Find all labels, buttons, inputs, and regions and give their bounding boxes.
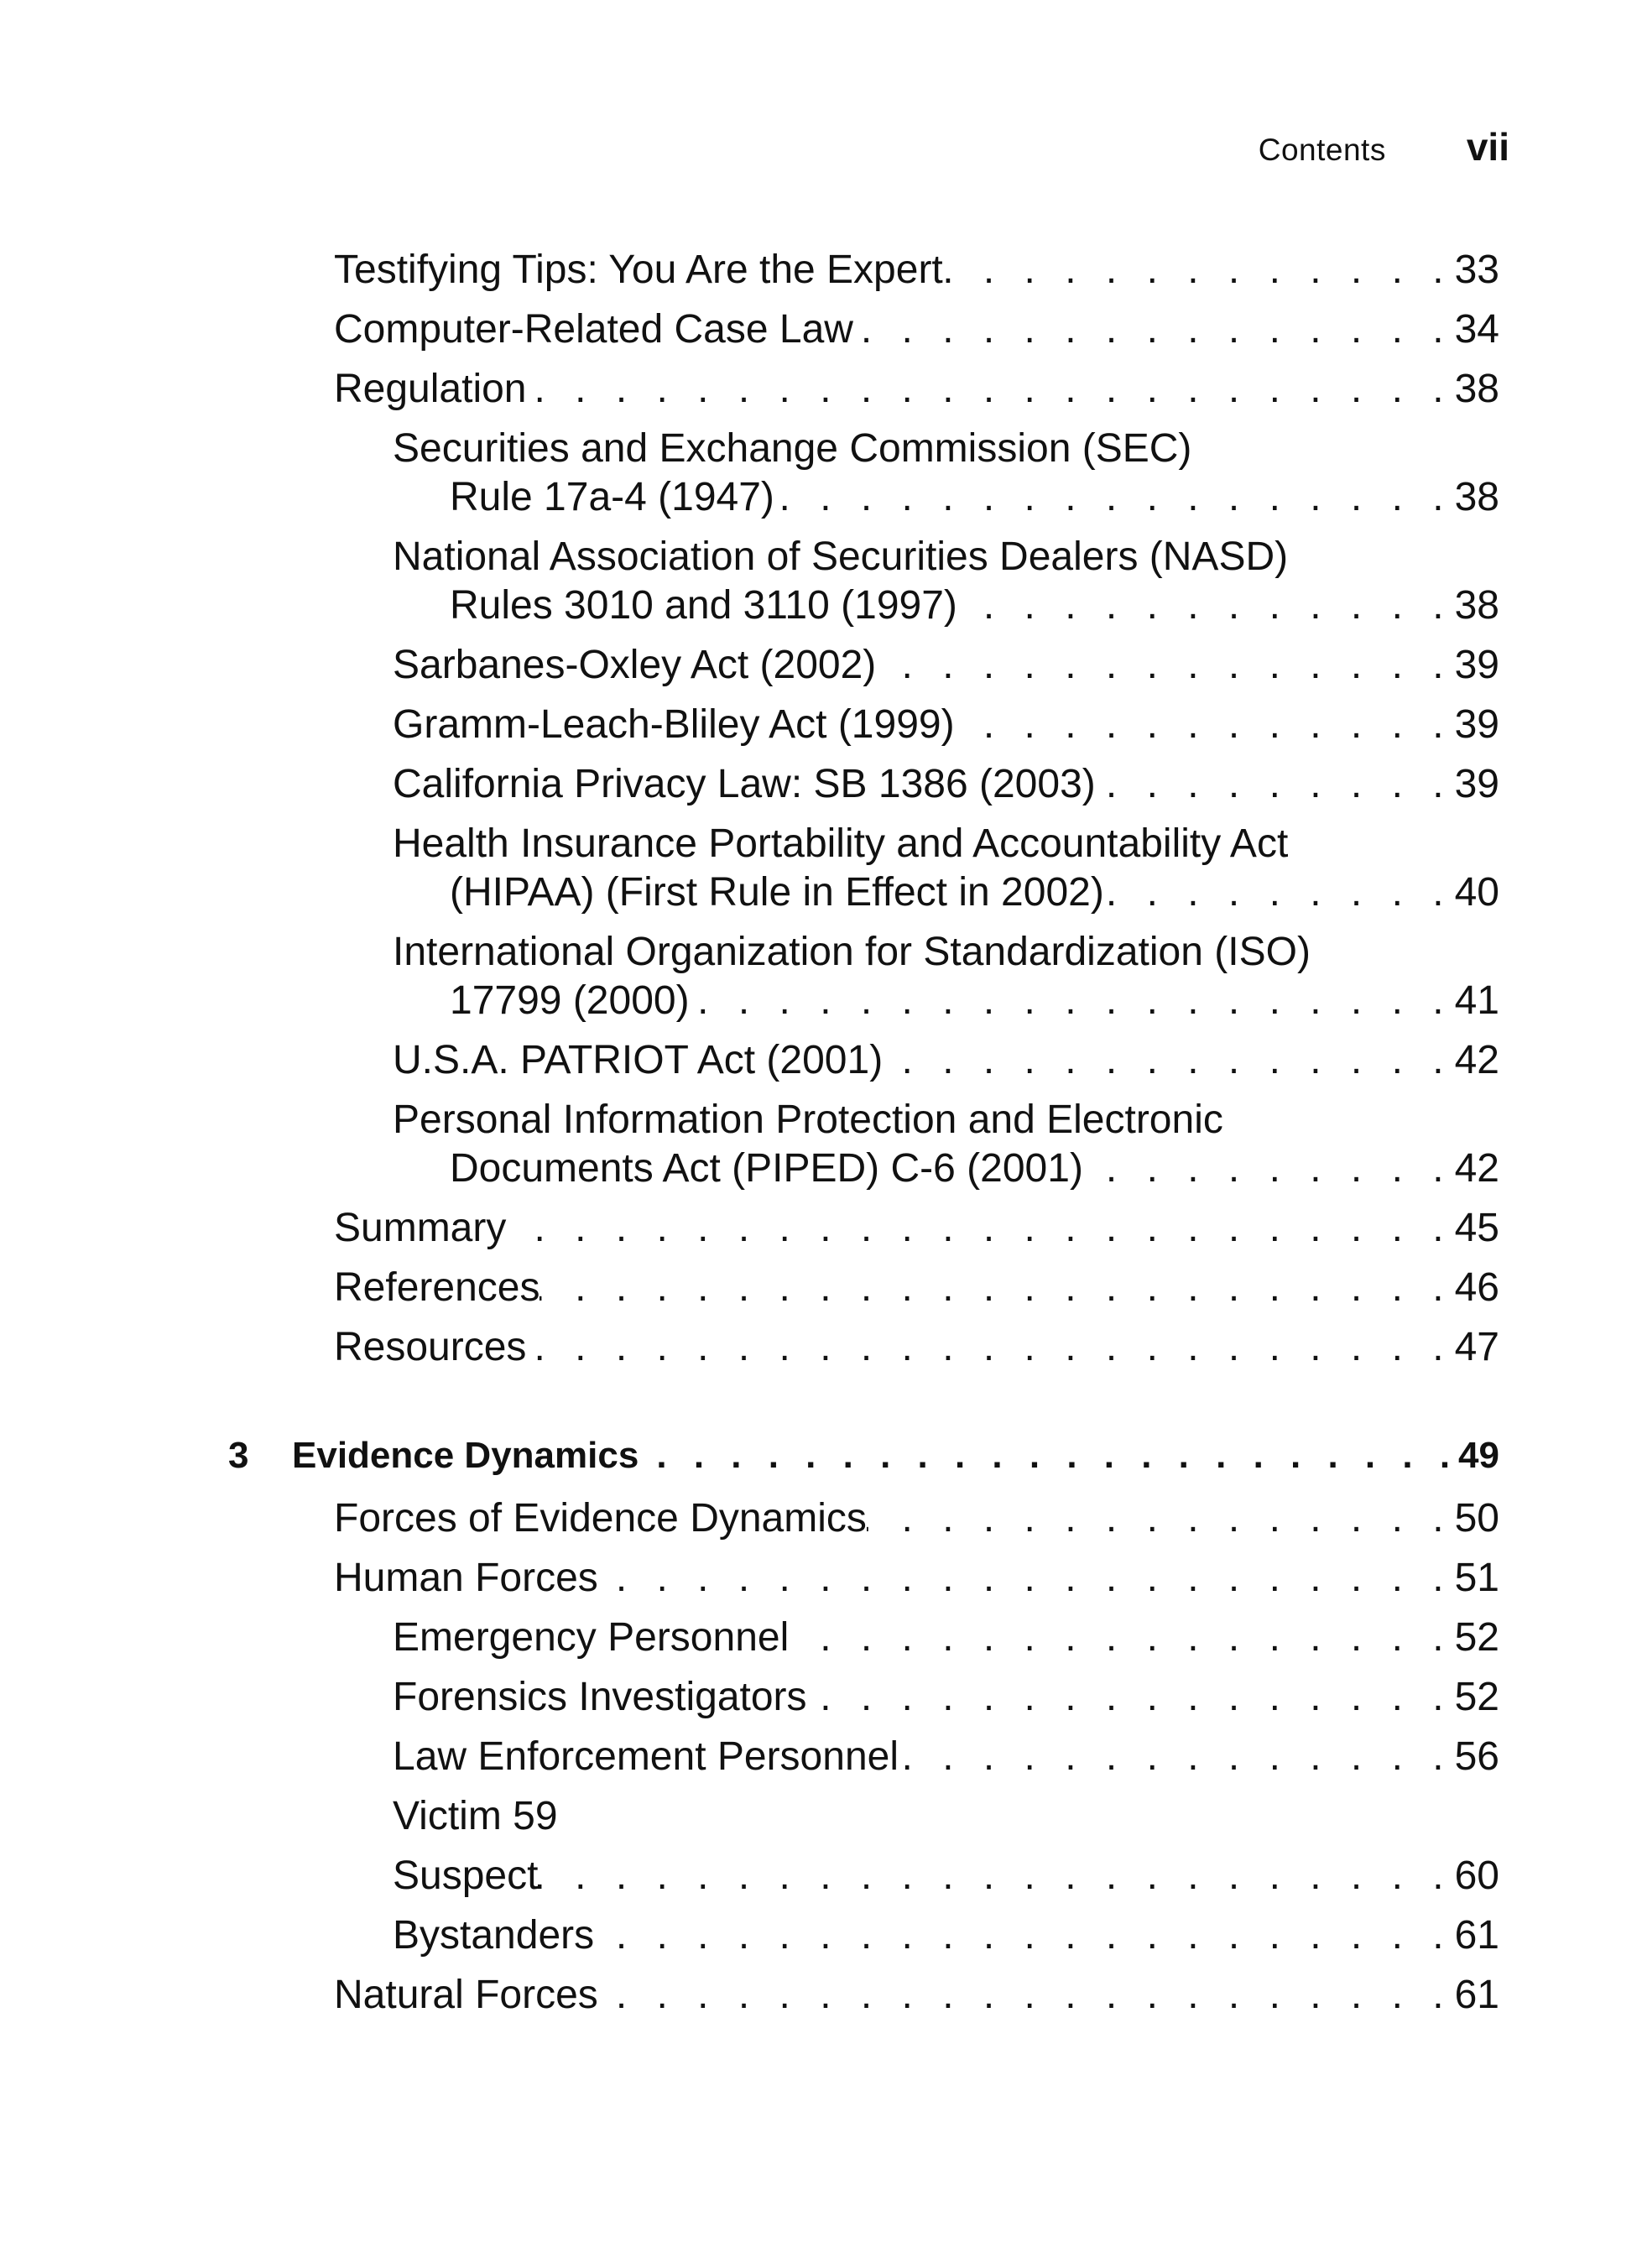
dot-leader [853,306,1453,353]
dot-leader [867,1495,1453,1542]
toc-entry-page: 46 [1454,1265,1499,1310]
toc-entry-title-line2: Documents Act (PIPED) C-6 (2001) [450,1146,1083,1191]
toc-entry[interactable] [450,582,1499,629]
toc-entry-title: Gramm-Leach-Bliley Act (1999) [393,702,955,747]
toc-entry-page: 60 [1454,1854,1499,1898]
dot-leader [506,1205,1452,1252]
toc-entry[interactable] [334,1264,1499,1311]
toc-entry-title: Forces of Evidence Dynamics [334,1496,867,1541]
toc-entry-title-line2: (HIPAA) (First Rule in Effect in 2002) [450,870,1104,915]
toc-entry-title-line1: International Organization for Standardization (ISO) [393,930,1311,974]
toc-entry[interactable] [450,1145,1499,1192]
toc-entry-page: 61 [1454,1973,1499,2017]
toc-entry-page: 39 [1454,643,1499,687]
toc-entry-title: Testifying Tips: You Are the Expert [334,248,943,292]
dot-leader [540,1264,1452,1311]
toc-entry[interactable] [450,869,1499,916]
toc-entry-page: 51 [1454,1556,1499,1600]
running-head-page-number: vii [1466,125,1509,169]
dot-leader [883,1037,1452,1084]
toc-entry-title: Emergency Personnel [393,1615,790,1660]
toc-entry-page: 61 [1454,1913,1499,1958]
chapter-title: Evidence Dynamics [292,1435,639,1476]
toc-entry-title: Resources [334,1325,527,1369]
toc-entry-title-line2: 17799 (2000) [450,978,690,1023]
toc-entry-title: Sarbanes-Oxley Act (2002) [393,643,877,687]
dot-leader [1096,761,1453,808]
toc-entry[interactable] [334,247,1499,294]
dot-leader [789,1614,1452,1661]
toc-entry-page: 41 [1454,978,1499,1023]
toc-entry-page: 56 [1454,1734,1499,1779]
toc-entry-page: 47 [1454,1325,1499,1369]
toc-entry[interactable] [393,1614,1499,1661]
toc-entry[interactable] [450,978,1499,1025]
toc-entry[interactable] [450,474,1499,521]
toc-entry-page: 38 [1454,583,1499,628]
toc-entry-page: 38 [1454,367,1499,411]
dot-leader [538,1853,1452,1900]
dot-leader [1104,869,1453,916]
toc-entry-title-line2: Rules 3010 and 3110 (1997) [450,583,957,628]
toc-entry-title-line1: Personal Information Protection and Electronic [393,1098,1223,1142]
dot-leader [598,1972,1453,2019]
toc-chapter-entry[interactable] [228,1432,1499,1479]
toc-entry[interactable] [393,1793,558,1840]
toc-entry-title: Summary [334,1206,507,1250]
chapter-number: 3 [228,1435,249,1476]
toc-entry[interactable] [393,1037,1499,1084]
toc-entry-title-line1: National Association of Securities Dealers (NASD) [393,534,1289,579]
running-head-section-label: Contents [1258,133,1386,167]
toc-entry[interactable] [334,1555,1499,1602]
toc-entry[interactable] [393,1674,1499,1721]
dot-leader [1083,1145,1453,1192]
dot-leader [598,1555,1453,1602]
chapter-page: 49 [1458,1435,1499,1476]
toc-entry-title: Computer-Related Case Law [334,307,853,352]
toc-entry-title: Suspect [393,1854,539,1898]
toc-entry[interactable] [393,1853,1499,1900]
toc-entry-page: 45 [1454,1206,1499,1250]
toc-entry[interactable] [393,1912,1499,1959]
toc-entry-title: California Privacy Law: SB 1386 (2003) [393,762,1096,806]
dot-leader [955,701,1453,748]
toc-entry-title: Law Enforcement Personnel [393,1734,899,1779]
toc-entry-page: 42 [1454,1146,1499,1191]
toc-entry-title-line1: Securities and Exchange Commission (SEC) [393,426,1192,471]
toc-entry-title: Bystanders [393,1913,595,1958]
toc-entry[interactable] [334,306,1499,353]
toc-entry-page: 52 [1454,1615,1499,1660]
toc-entry-title: Human Forces [334,1556,598,1600]
toc-entry-title: References [334,1265,540,1310]
toc-entry-title: Regulation [334,367,527,411]
dot-leader [774,474,1453,521]
dot-leader [899,1734,1453,1781]
toc-entry-page: 42 [1454,1038,1499,1082]
toc-entry-page: 52 [1454,1675,1499,1719]
toc-entry-title: U.S.A. PATRIOT Act (2001) [393,1038,884,1082]
toc-entry[interactable] [393,701,1499,748]
dot-leader [807,1674,1453,1721]
toc-entry[interactable] [334,1324,1499,1371]
toc-entry-title-line2: Rule 17a-4 (1947) [450,475,774,519]
dot-leader [690,978,1453,1025]
toc-entry[interactable] [393,642,1499,689]
toc-entry-page: 39 [1454,762,1499,806]
dot-leader [594,1912,1452,1959]
toc-entry-page: 40 [1454,870,1499,915]
toc-entry[interactable] [334,1972,1499,2019]
toc-entry-page: 38 [1454,475,1499,519]
toc-entry-page: 39 [1454,702,1499,747]
dot-leader [526,1324,1452,1371]
toc-entry-title: Victim 59 [393,1794,558,1838]
toc-entry[interactable] [393,1734,1499,1781]
toc-entry-title: Natural Forces [334,1973,598,2017]
running-head [1259,124,1509,169]
toc-entry-page: 34 [1454,307,1499,352]
toc-entry-page: 50 [1454,1496,1499,1541]
toc-entry-page: 33 [1454,248,1499,292]
toc-entry[interactable] [334,366,1499,413]
toc-entry[interactable] [334,1495,1499,1542]
dot-leader [876,642,1452,689]
dot-leader [943,247,1453,294]
toc-entry-title-line1: Health Insurance Portability and Accountability Act [393,821,1289,866]
dot-leader [527,366,1453,413]
dot-leader [957,582,1453,629]
toc-entry[interactable] [334,1205,1499,1252]
toc-entry[interactable] [393,761,1499,808]
toc-entry-title: Forensics Investigators [393,1675,807,1719]
dot-leader [639,1432,1458,1479]
